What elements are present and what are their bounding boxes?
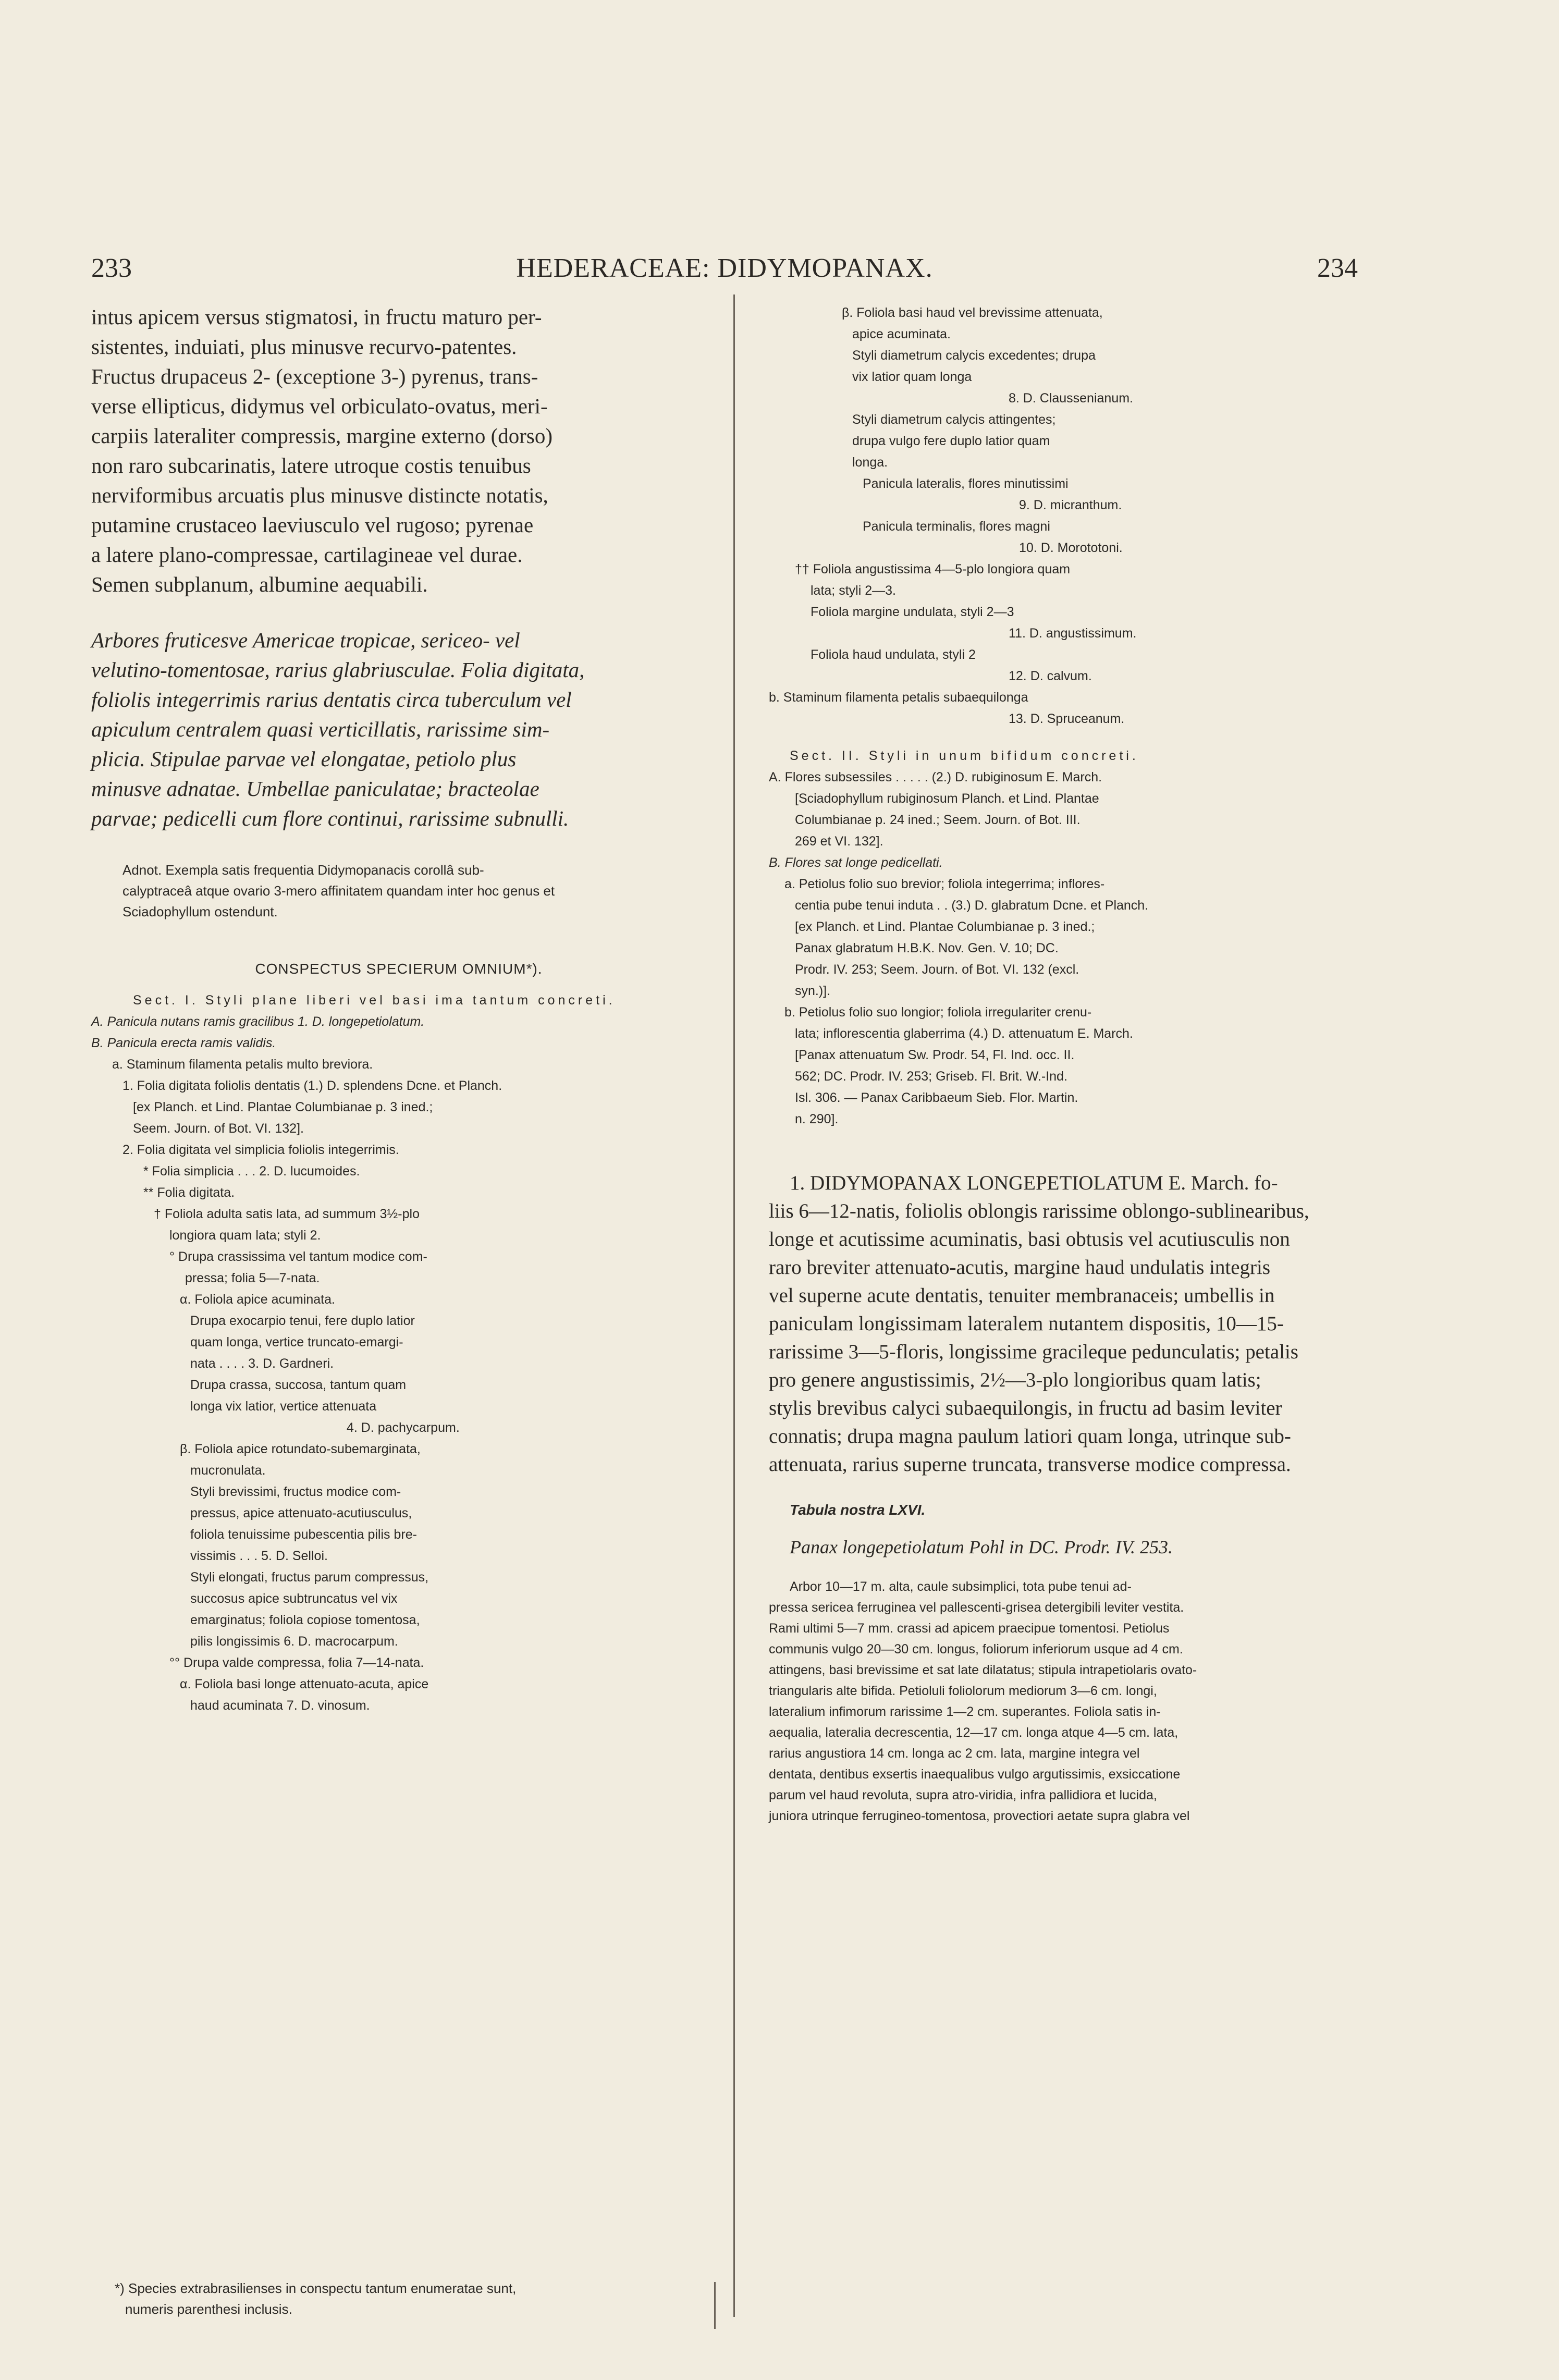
- key-line: Drupa exocarpio tenui, fere duplo latior: [190, 1314, 415, 1328]
- habit-paragraph: [91, 625, 706, 833]
- key-line: Panax glabratum H.B.K. Nov. Gen. V. 10; DC.: [795, 941, 1059, 955]
- key-line: vix latior quam longa: [852, 370, 972, 384]
- text-line: connatis; drupa magna paulum latiori quam longa, utrinque sub-: [769, 1425, 1291, 1447]
- plate-reference: Tabula nostra LXVI.: [790, 1502, 926, 1518]
- species-diagnosis: [769, 1169, 1358, 1479]
- key-line: ** Folia digitata.: [143, 1185, 235, 1200]
- text-line: dentata, dentibus exsertis inaequalibus vulgo argutissimis, exsiccatione: [769, 1767, 1181, 1782]
- key-line: Isl. 306. — Panax Caribbaeum Sieb. Flor. Martin.: [795, 1090, 1078, 1105]
- key-line: 10. D. Morototoni.: [1019, 541, 1123, 555]
- key-line: Foliola haud undulata, styli 2: [811, 647, 976, 662]
- text-line: non raro subcarinatis, latere utroque costis tenuibus: [91, 453, 531, 477]
- text-line: intus apicem versus stigmatosi, in fructu maturo per-: [91, 305, 542, 329]
- key-line: Foliola margine undulata, styli 2—3: [811, 605, 1014, 619]
- key-line: apice acuminata.: [852, 327, 951, 341]
- species-key-left: [91, 990, 706, 1716]
- text-line: rarius angustiora 14 cm. longa ac 2 cm. lata, margine integra vel: [769, 1746, 1140, 1761]
- right-column: [769, 302, 1358, 1826]
- text-line: Fructus drupaceus 2- (exceptione 3-) pyrenus, trans-: [91, 364, 538, 388]
- text-line: a latere plano-compressae, cartilagineae vel durae.: [91, 543, 523, 567]
- key-line: 9. D. micranthum.: [1019, 498, 1122, 512]
- key-line: B. Panicula erecta ramis validis.: [91, 1036, 276, 1050]
- text-line: paniculam longissimam lateralem nutantem dispositis, 10—15-: [769, 1312, 1284, 1335]
- key-line: quam longa, vertice truncato-emargi-: [190, 1335, 403, 1350]
- key-line: haud acuminata 7. D. vinosum.: [190, 1698, 370, 1713]
- key-line: α. Foliola basi longe attenuato-acuta, apice: [180, 1677, 429, 1691]
- key-line: [Sciadophyllum rubiginosum Planch. et Lind. Plantae: [795, 791, 1099, 806]
- conspectus-title: CONSPECTUS SPECIERUM OMNIUM*).: [255, 961, 543, 977]
- text-line: Sciadophyllum ostendunt.: [122, 904, 278, 919]
- key-line: * Folia simplicia . . . 2. D. lucumoides.: [143, 1164, 360, 1179]
- text-line: vel superne acute dentatis, tenuiter membranaceis; umbellis in: [769, 1284, 1275, 1307]
- genus-description: [91, 302, 706, 599]
- text-line: Semen subplanum, albumine aequabili.: [91, 572, 428, 596]
- text-line: pressa sericea ferruginea vel pallescenti-grisea detergibili leviter vestita.: [769, 1600, 1184, 1615]
- column-divider: [733, 295, 735, 2317]
- key-line: Panicula terminalis, flores magni: [863, 519, 1050, 534]
- text-line: apiculum centralem quasi verticillatis, rarissime sim-: [91, 717, 550, 741]
- running-header: [91, 253, 1358, 289]
- text-line: Arbor 10—17 m. alta, caule subsimplici, tota pube tenui ad-: [790, 1579, 1132, 1594]
- text-line: raro breviter attenuato-acutis, margine haud undulatis integris: [769, 1256, 1271, 1279]
- key-line: mucronulata.: [190, 1463, 266, 1478]
- text-line: longe et acutissime acuminatis, basi obtusis vel acutiusculis non: [769, 1228, 1290, 1250]
- text-line: velutino-tomentosae, rarius glabriusculae. Folia digitata,: [91, 658, 585, 682]
- key-line: Seem. Journ. of Bot. VI. 132].: [133, 1121, 304, 1136]
- text-line: verse ellipticus, didymus vel orbiculato-ovatus, meri-: [91, 394, 548, 418]
- key-line: n. 290].: [795, 1112, 839, 1126]
- key-line: syn.)].: [795, 984, 831, 998]
- text-line: sistentes, induiati, plus minusve recurvo-patentes.: [91, 335, 517, 359]
- footnote-rule: [714, 2282, 716, 2329]
- key-line: β. Foliola basi haud vel brevissime attenuata,: [842, 305, 1103, 320]
- key-line: [Panax attenuatum Sw. Prodr. 54, Fl. Ind. occ. II.: [795, 1048, 1075, 1062]
- key-line: A. Flores subsessiles . . . . . (2.) D. rubiginosum E. March.: [769, 770, 1102, 784]
- text-line: aequalia, lateralia decrescentia, 12—17 cm. longa atque 4—5 cm. lata,: [769, 1725, 1179, 1740]
- key-line: succosus apice subtruncatus vel vix: [190, 1591, 398, 1606]
- key-line: foliola tenuissime pubescentia pilis bre-: [190, 1527, 417, 1542]
- key-line: A. Panicula nutans ramis gracilibus 1. D. longepetiolatum.: [91, 1014, 425, 1029]
- text-line: Arbores fruticesve Americae tropicae, sericeo- vel: [91, 628, 520, 652]
- key-line: vissimis . . . 5. D. Selloi.: [190, 1549, 328, 1563]
- key-line: 269 et VI. 132].: [795, 834, 883, 849]
- synonym-line: Panax longepetiolatum Pohl in DC. Prodr. IV. 253.: [790, 1537, 1173, 1557]
- text-line: attingens, basi brevissime et sat late dilatatus; stipula intrapetiolaris ovato-: [769, 1663, 1197, 1677]
- key-line: lata; styli 2—3.: [811, 583, 896, 598]
- key-line: pressa; folia 5—7-nata.: [185, 1271, 320, 1285]
- key-line: Styli brevissimi, fructus modice com-: [190, 1485, 401, 1499]
- footnote-line: numeris parenthesi inclusis.: [125, 2301, 292, 2317]
- adnotatio: [91, 860, 706, 922]
- text-line: calyptraceâ atque ovario 3-mero affinitatem quandam inter hoc genus et: [122, 883, 555, 899]
- key-line: 12. D. calvum.: [1009, 669, 1092, 683]
- text-line: juniora utrinque ferrugineo-tomentosa, provectiori aetate supra glabra vel: [769, 1809, 1190, 1823]
- key-line: a. Staminum filamenta petalis multo breviora.: [112, 1057, 373, 1072]
- key-line: α. Foliola apice acuminata.: [180, 1292, 335, 1307]
- key-line: B. Flores sat longe pedicellati.: [769, 855, 943, 870]
- text-line: rarissime 3—5-floris, longissime gracileque pedunculatis; petalis: [769, 1341, 1298, 1363]
- key-line: Sect. I. Styli plane liberi vel basi ima tantum concreti.: [133, 993, 616, 1008]
- key-line: longa vix latior, vertice attenuata: [190, 1399, 377, 1414]
- text-line: carpiis lateraliter compressis, margine externo (dorso): [91, 424, 553, 448]
- text-line: plicia. Stipulae parvae vel elongatae, petiolo plus: [91, 747, 517, 771]
- key-line: b. Petiolus folio suo longior; foliola irregulariter crenu-: [784, 1005, 1092, 1020]
- key-line: centia pube tenui induta . . (3.) D. glabratum Dcne. et Planch.: [795, 898, 1149, 913]
- key-line: ° Drupa crassissima vel tantum modice com-: [169, 1249, 427, 1264]
- text-line: nerviformibus arcuatis plus minusve distincte notatis,: [91, 483, 548, 507]
- text-line: 1. DIDYMOPANAX LONGEPETIOLATUM E. March. fo-: [790, 1172, 1278, 1194]
- key-line: [ex Planch. et Lind. Plantae Columbianae p. 3 ined.;: [133, 1100, 433, 1114]
- key-line: †† Foliola angustissima 4—5-plo longiora quam: [795, 562, 1071, 576]
- text-line: parvae; pedicelli cum flore continui, rarissime subnulli.: [91, 806, 569, 830]
- text-line: liis 6—12-natis, foliolis oblongis rarissime oblongo-sublinearibus,: [769, 1200, 1309, 1222]
- text-line: stylis brevibus calyci subaequilongis, in fructu ad basim leviter: [769, 1397, 1282, 1419]
- key-line: Styli diametrum calycis excedentes; drupa: [852, 348, 1096, 363]
- key-line: 4. D. pachycarpum.: [347, 1420, 460, 1435]
- text-line: lateralium infimorum rarissime 1—2 cm. superantes. Foliola satis in-: [769, 1704, 1161, 1719]
- text-line: Rami ultimi 5—7 mm. crassi ad apicem praecipue tomentosi. Petiolus: [769, 1621, 1170, 1636]
- key-line: Columbianae p. 24 ined.; Seem. Journ. of Bot. III.: [795, 813, 1081, 827]
- text-line: putamine crustaceo laeviusculo vel rugoso; pyrenae: [91, 513, 534, 537]
- key-line: °° Drupa valde compressa, folia 7—14-nata.: [169, 1655, 424, 1670]
- page-number-right: 234: [1317, 253, 1358, 283]
- key-line: Drupa crassa, succosa, tantum quam: [190, 1378, 407, 1392]
- left-column: [91, 302, 706, 1716]
- key-line: 562; DC. Prodr. IV. 253; Griseb. Fl. Brit. W.-Ind.: [795, 1069, 1067, 1084]
- text-line: foliolis integerrimis rarius dentatis circa tuberculum vel: [91, 688, 572, 711]
- key-line: 11. D. angustissimum.: [1009, 626, 1137, 641]
- key-line: [ex Planch. et Lind. Plantae Columbianae p. 3 ined.;: [795, 919, 1095, 934]
- key-line: pressus, apice attenuato-acutiusculus,: [190, 1506, 412, 1520]
- key-line: Sect. II. Styli in unum bifidum concreti.: [790, 749, 1139, 763]
- key-line: β. Foliola apice rotundato-subemarginata,: [180, 1442, 421, 1456]
- key-line: b. Staminum filamenta petalis subaequilonga: [769, 690, 1028, 705]
- key-line: 1. Folia digitata foliolis dentatis (1.) D. splendens Dcne. et Planch.: [122, 1078, 502, 1093]
- running-title: HEDERACEAE: DIDYMOPANAX.: [516, 253, 933, 283]
- page-number-left: 233: [91, 253, 132, 283]
- footnote-line: *) Species extrabrasilienses in conspectu tantum enumeratae sunt,: [115, 2280, 517, 2296]
- text-line: Adnot. Exempla satis frequentia Didymopanacis corollâ sub-: [122, 862, 484, 878]
- species-description: [769, 1576, 1358, 1826]
- key-line: 2. Folia digitata vel simplicia foliolis integerrimis.: [122, 1143, 399, 1157]
- text-line: triangularis alte bifida. Petioluli foliolorum mediorum 3—6 cm. longi,: [769, 1684, 1157, 1698]
- text-line: communis vulgo 20—30 cm. longus, foliorum inferiorum usque ad 4 cm.: [769, 1642, 1183, 1657]
- text-line: attenuata, rarius superne truncata, transverse modice compressa.: [769, 1453, 1291, 1476]
- key-line: a. Petiolus folio suo brevior; foliola integerrima; inflores-: [784, 877, 1105, 891]
- key-line: nata . . . . 3. D. Gardneri.: [190, 1356, 334, 1371]
- key-line: pilis longissimis 6. D. macrocarpum.: [190, 1634, 398, 1649]
- text-line: parum vel haud revoluta, supra atro-viridia, infra pallidiora et lucida,: [769, 1788, 1157, 1802]
- key-line: † Foliola adulta satis lata, ad summum 3½-plo: [154, 1207, 420, 1221]
- text-line: minusve adnatae. Umbellae paniculatae; bracteolae: [91, 777, 539, 801]
- key-line: drupa vulgo fere duplo latior quam: [852, 434, 1050, 448]
- text-line: pro genere angustissimis, 2½—3-plo longioribus quam latis;: [769, 1369, 1261, 1391]
- key-line: emarginatus; foliola copiose tomentosa,: [190, 1613, 420, 1627]
- key-line: Styli elongati, fructus parum compressus,: [190, 1570, 429, 1585]
- key-line: Panicula lateralis, flores minutissimi: [863, 476, 1069, 491]
- footnote: [115, 2278, 704, 2320]
- key-line: longiora quam lata; styli 2.: [169, 1228, 321, 1243]
- key-line: 13. D. Spruceanum.: [1009, 711, 1125, 726]
- key-line: Styli diametrum calycis attingentes;: [852, 412, 1056, 427]
- key-line: 8. D. Claussenianum.: [1009, 391, 1134, 406]
- key-line: longa.: [852, 455, 888, 470]
- key-line: Prodr. IV. 253; Seem. Journ. of Bot. VI. 132 (excl.: [795, 962, 1079, 977]
- species-key-right: [769, 302, 1358, 1130]
- key-line: lata; inflorescentia glaberrima (4.) D. attenuatum E. March.: [795, 1026, 1133, 1041]
